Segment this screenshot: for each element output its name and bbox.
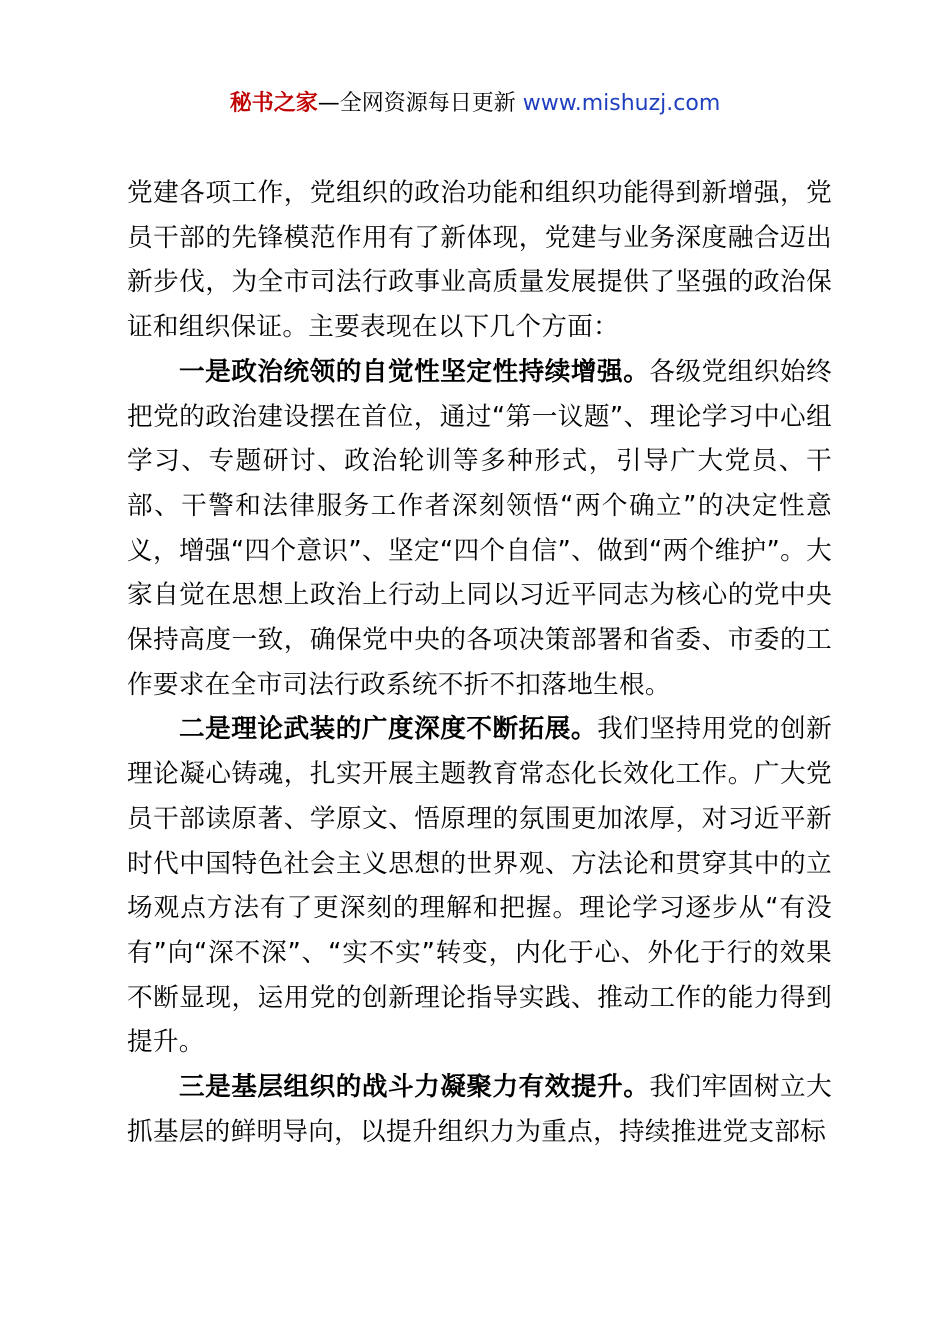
paragraph-lead: 一是政治统领的自觉性坚定性持续增强。	[179, 356, 650, 387]
paragraph-lead: 二是理论武装的广度深度不断拓展。	[179, 714, 598, 745]
page-header	[0, 86, 950, 122]
site-url-link[interactable]: www.mishuzj.com	[522, 91, 721, 116]
paragraph-text: 党建各项工作，党组织的政治功能和组织功能得到新增强，党员干部的先锋模范作用有了新体现，党建与业务深度融合迈出新步伐，为全市司法行政事业高质量发展提供了坚强的政治保证和组织保证。主要表现在以下几个方面：	[127, 178, 832, 343]
paragraph-grassroots-organization	[127, 1065, 832, 1154]
paragraph-text: 我们牢固树立大抓基层的鲜明导向，以提升组织力为重点，持续推进党支部标	[127, 1072, 832, 1147]
site-tagline: —全网资源每日更新	[317, 91, 516, 116]
paragraph-theory-armament	[127, 707, 832, 1065]
paragraph-lead: 三是基层组织的战斗力凝聚力有效提升。	[179, 1072, 650, 1103]
site-brand: 秘书之家	[229, 91, 318, 116]
paragraph-text: 我们坚持用党的创新理论凝心铸魂，扎实开展主题教育常态化长效化工作。广大党员干部读原著、学原文、悟原理的氛围更加浓厚，对习近平新时代中国特色社会主义思想的世界观、方法论和贯穿其中的立场观点方法有了更深刻的理解和把握。理论学习逐步从“有没有”向“深不深”、“实不实”转变，内化于心、外化于行的效果不断显现，运用党的创新理论指导实践、推动工作的能力得到提升。	[127, 714, 832, 1058]
paragraph-intro	[127, 171, 832, 350]
paragraph-political-leadership	[127, 350, 832, 708]
paragraph-text: 各级党组织始终把党的政治建设摆在首位，通过“第一议题”、理论学习中心组学习、专题研讨、政治轮训等多种形式，引导广大党员、干部、干警和法律服务工作者深刻领悟“两个确立”的决定性意义，增强“四个意识”、坚定“四个自信”、做到“两个维护”。大家自觉在思想上政治上行动上同以习近平同志为核心的党中央保持高度一致，确保党中央的各项决策部署和省委、市委的工作要求在全市司法行政系统不折不扣落地生根。	[127, 356, 832, 700]
document-body	[127, 171, 832, 1154]
